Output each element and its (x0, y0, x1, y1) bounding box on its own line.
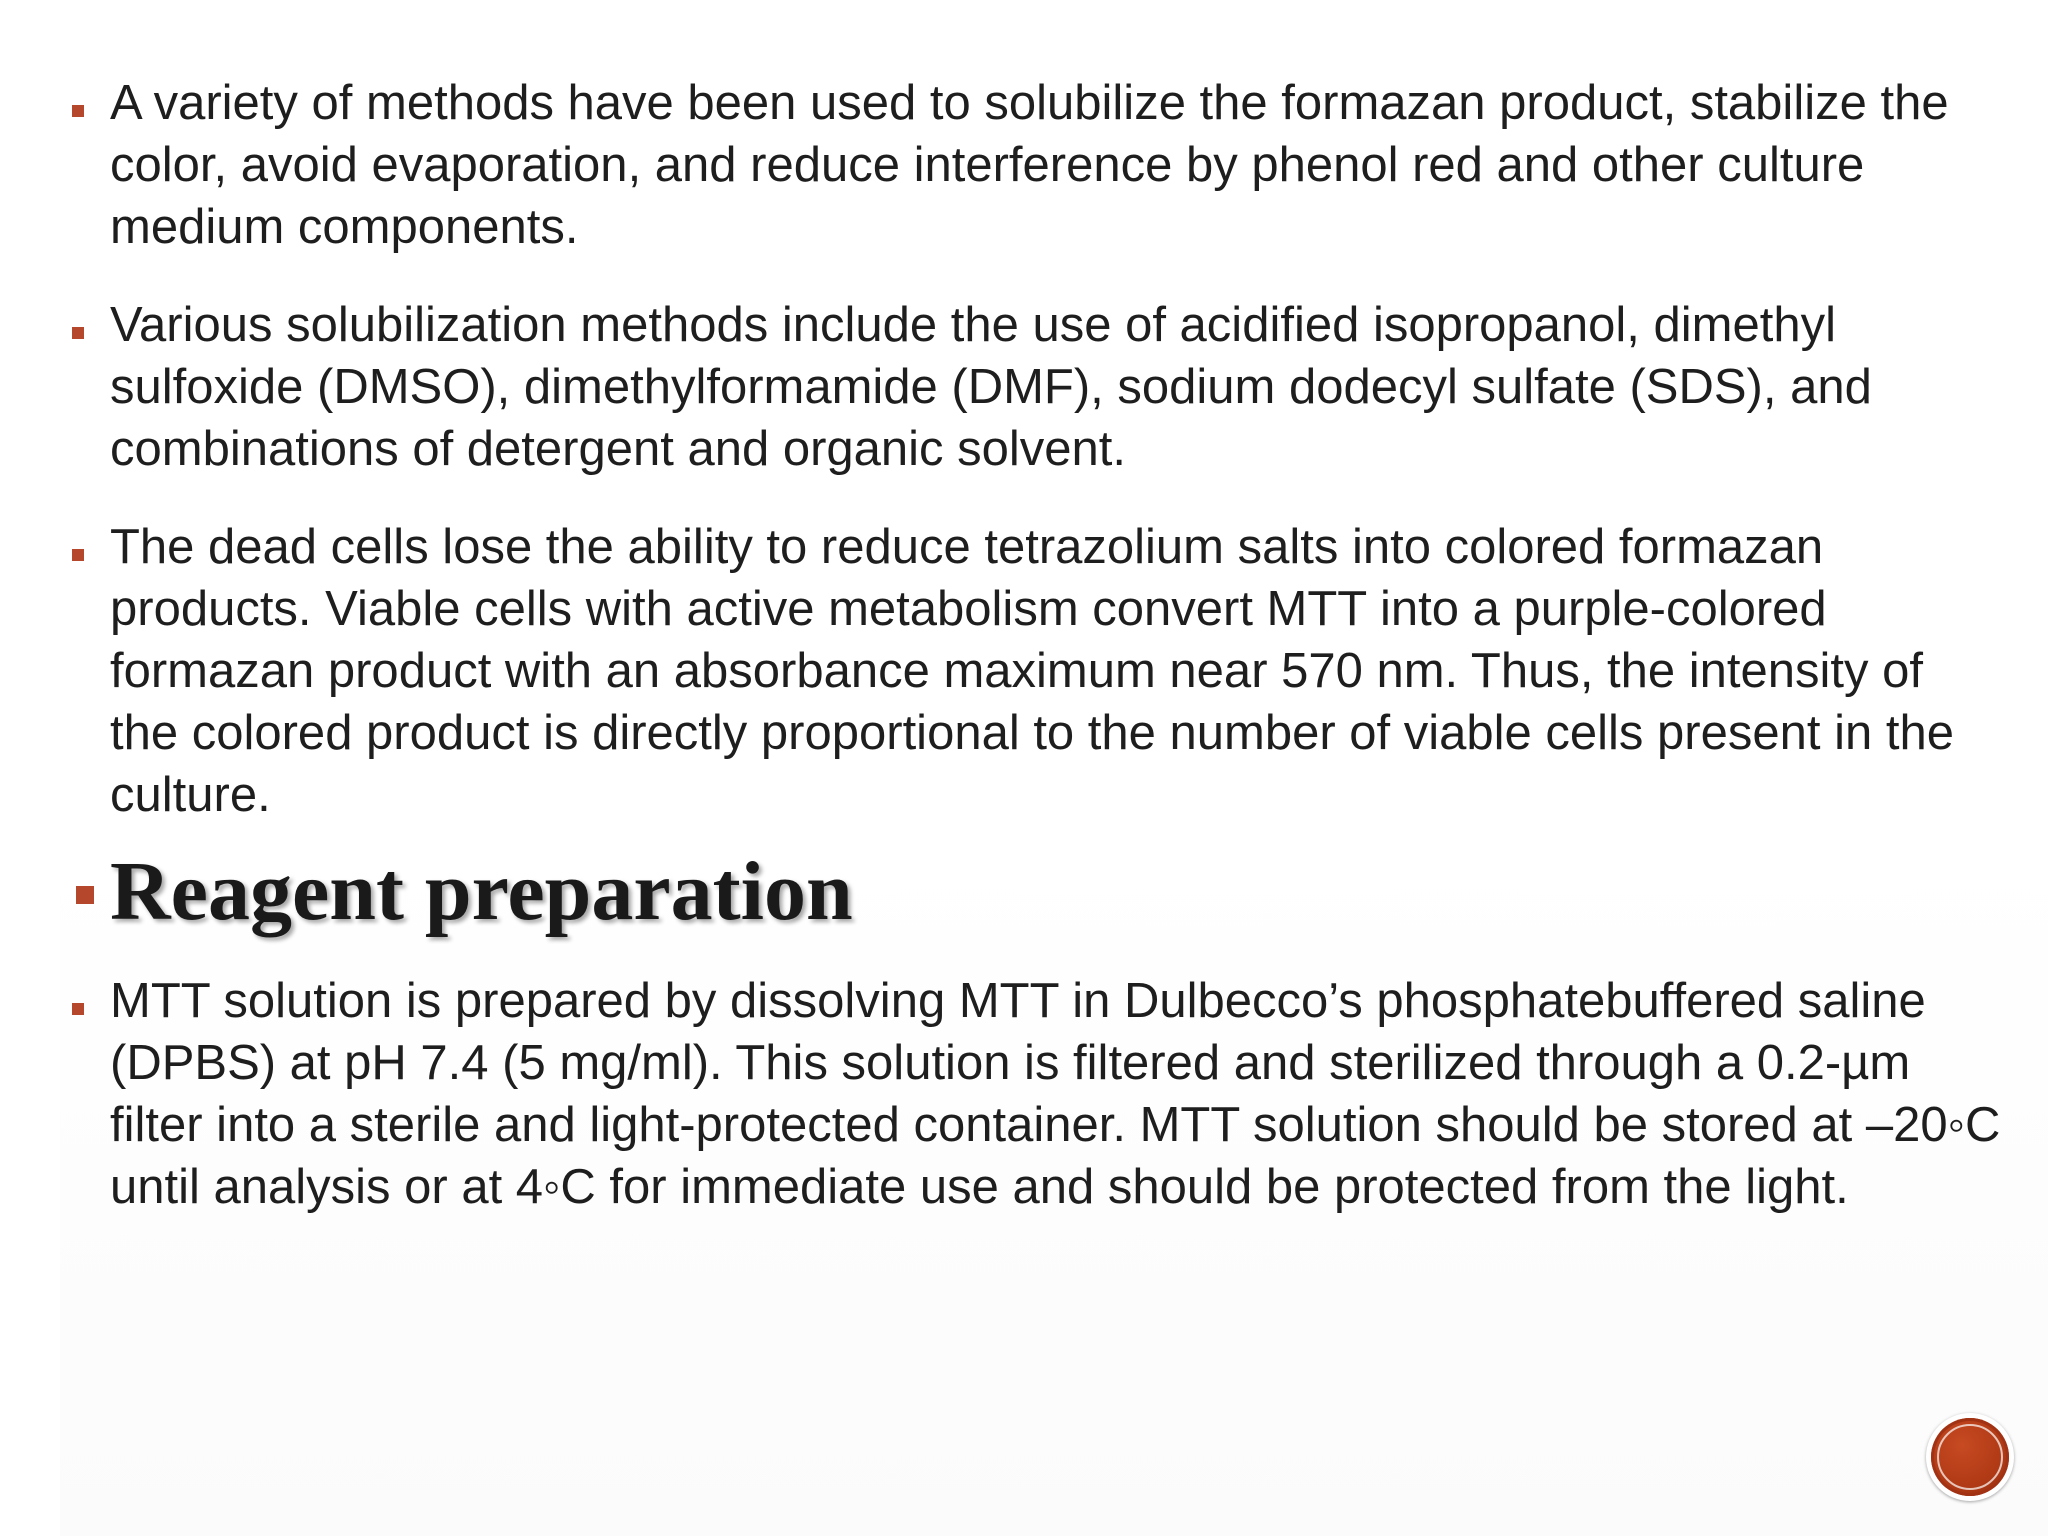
slide-content (72, 60, 2002, 1218)
bullet-solubilize-methods (72, 72, 2002, 258)
square-bullet-icon (72, 549, 84, 561)
square-bullet-icon (72, 1003, 84, 1015)
square-bullet-icon (76, 886, 94, 904)
circle-nav-icon (1931, 1418, 2009, 1496)
square-bullet-icon (72, 105, 84, 117)
bullet-solubilization-agents (72, 294, 2002, 480)
bullet-dead-cells (72, 516, 2002, 826)
bullet-text: MTT solution is prepared by dissolving MTT in Dulbecco’s phosphatebuffered saline (DPBS) at pH 7.4 (5 mg/ml). This solution is filtered and sterilized through a 0.2-µm filter into a sterile and light-protected container. MTT solution should be stored at –20◦C until analysis or at 4◦C for immediate use and should be protected from the light. (110, 974, 2001, 1214)
slide-nav-button[interactable] (1926, 1413, 2014, 1501)
bullet-text: Various solubilization methods include the use of acidified isopropanol, dimethyl sulfoxide (DMSO), dimethylformamide (DMF), sodium dodecyl sulfate (SDS), and combinations of detergent and organic solvent. (110, 298, 1872, 476)
bullet-text: A variety of methods have been used to solubilize the formazan product, stabilize the color, avoid evaporation, and reduce interference by phenol red and other culture medium components. (110, 76, 1949, 254)
heading-text: Reagent preparation (110, 845, 853, 938)
square-bullet-icon (72, 327, 84, 339)
bullet-text: The dead cells lose the ability to reduce tetrazolium salts into colored formazan products. Viable cells with active metabolism convert MTT into a purple-colored formazan product with an absorbance maximum near 570 nm. Thus, the intensity of the colored product is directly proportional to the number of viable cells present in the culture. (110, 520, 1954, 822)
bullet-mtt-solution (72, 970, 2002, 1218)
section-heading (72, 844, 2002, 940)
